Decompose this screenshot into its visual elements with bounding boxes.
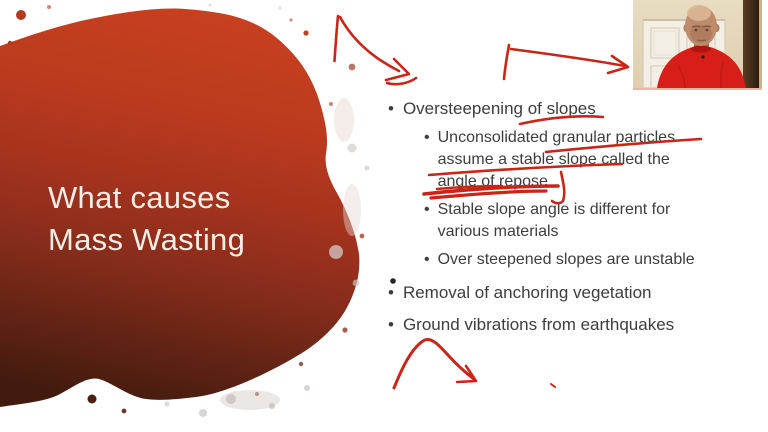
clip-mic: [701, 55, 704, 58]
bullet-text: Ground vibrations from earthquakes: [402, 315, 675, 334]
webcam-video: [633, 0, 762, 90]
bullet-text: Over steepened slopes are unstable: [437, 251, 695, 268]
bullet-item: [388, 97, 724, 120]
bullet-text: Removal of anchoring vegetation: [402, 283, 652, 302]
bullet-glyph: •: [424, 251, 430, 268]
page-title-line2: Mass Wasting: [48, 222, 246, 257]
bullet-text: Oversteepening of slopes: [402, 99, 596, 118]
bullet-item: [424, 127, 724, 193]
bullet-item: [424, 199, 724, 243]
bullet-glyph: •: [388, 283, 394, 302]
bullet-text: Stable slope angle is different for various materials: [437, 201, 671, 240]
bullet-item: [424, 249, 724, 271]
bullet-glyph: •: [388, 315, 394, 334]
bullet-glyph: •: [388, 99, 394, 118]
mouth-line: [697, 40, 706, 41]
bullet-item: [388, 313, 724, 336]
presenter-eye: [695, 29, 698, 32]
bullet-item: [388, 281, 724, 304]
bullet-glyph: •: [424, 201, 430, 218]
page-title-line1: What causes: [48, 180, 231, 215]
bullet-list: [388, 97, 724, 343]
dark-doorway-strip: [743, 0, 759, 88]
head-highlight: [687, 5, 711, 21]
wall-edge-strip: [759, 0, 762, 88]
bullet-glyph: •: [424, 129, 430, 146]
presenter-scene: [633, 0, 762, 88]
shirt-collar: [691, 46, 711, 53]
presenter-eye: [706, 29, 709, 32]
page-title: [48, 177, 245, 261]
bullet-text: Unconsolidated granular particles assume a stable slope called the angle of repose: [437, 129, 676, 190]
